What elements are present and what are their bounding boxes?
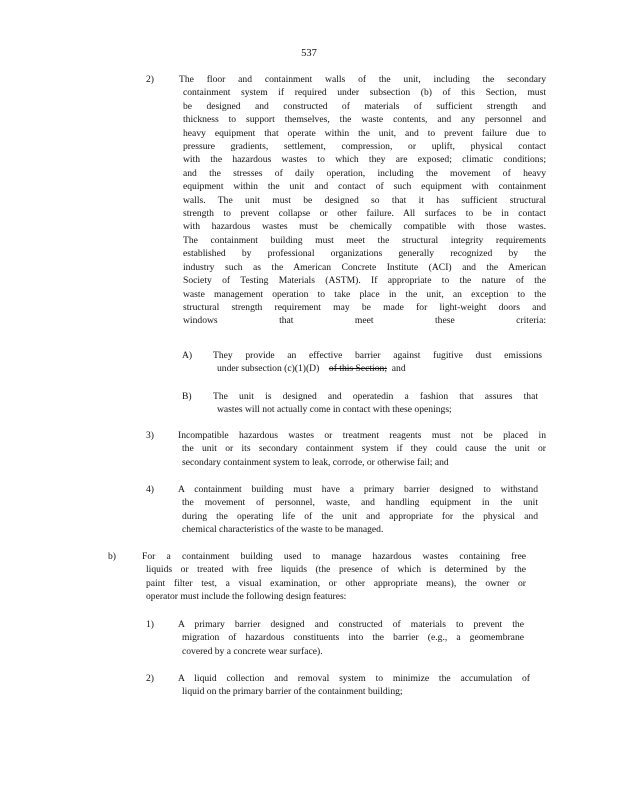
text-line: covered by a concrete wear surface). (182, 645, 323, 657)
item-label: A) (182, 350, 193, 361)
item-label: B) (182, 391, 192, 402)
text-line: The containment building must meet the structural integrity requirements (183, 234, 546, 246)
item-text (178, 672, 530, 699)
text-line: structural strength requirement may be made for light-weight doors and (183, 301, 546, 313)
item-text (213, 390, 538, 417)
text-line: paint filter test, a visual examination, or other appropriate means), the owner or (146, 577, 526, 589)
text-line: operator must include the following design features: (146, 591, 347, 603)
text-line: liquids or treated with free liquids (the presence of which is determined by the (146, 564, 526, 576)
struck-text: of this Section; (328, 363, 387, 375)
text-line (213, 362, 542, 375)
text-line: walls. The unit must be designed so that it has sufficient structural (183, 194, 546, 206)
text-segment: under subsection (c)(1)(D) (217, 363, 320, 375)
item-text (179, 73, 546, 328)
page-number: 537 (301, 48, 317, 59)
text-line: For a containment building used to manage hazardous wastes containing free (142, 551, 526, 562)
item-label: 2) (146, 673, 154, 684)
item-label: b) (108, 551, 116, 562)
item-text (213, 349, 542, 376)
text-line: A containment building must have a primary barrier designed to withstand (178, 484, 538, 495)
text-line: and the stresses of daily operation, including the movement of heavy (183, 167, 546, 179)
text-line: chemical characteristics of the waste to be managed. (182, 524, 384, 536)
text-line: pressure gradients, settlement, compression, or uplift, physical contact (183, 141, 546, 153)
text-segment: and (391, 363, 406, 375)
text-line: windows that meet these criteria: (183, 315, 546, 327)
text-line: established by professional organizations generally recognized by the (183, 248, 546, 260)
text-line: liquid on the primary barrier of the containment building; (182, 686, 403, 698)
item-label: 2) (146, 74, 154, 85)
text-line: the unit or its secondary containment system if they could cause the unit or (182, 443, 546, 455)
text-line: secondary containment system to leak, corrode, or otherwise fail; and (182, 456, 449, 468)
text-line: waste management operation to take place in the unit, an exception to the (183, 288, 546, 300)
text-line: the movement of personnel, waste, and handling equipment in the unit (182, 497, 538, 509)
text-line: The unit is designed and operatedin a fashion that assures that (213, 391, 538, 402)
text-line: industry such as the American Concrete Institute (ACI) and the American (183, 261, 546, 273)
text-line: wastes will not actually come in contact with these openings; (217, 404, 452, 416)
text-line: during the operating life of the unit and appropriate for the physical and (182, 510, 538, 522)
text-line: strength to prevent collapse or other failure. All surfaces to be in contact (183, 208, 546, 220)
item-text (142, 550, 526, 604)
item-label: 3) (146, 430, 154, 441)
text-line: containment system if required under subsection (b) of this Section, must (183, 87, 546, 99)
text-line: equipment within the unit and contact of such equipment with containment (183, 181, 546, 193)
text-line: thickness to support themselves, the waste contents, and any personnel and (183, 114, 546, 126)
text-line: Incompatible hazardous wastes or treatment reagents must not be placed in (178, 430, 546, 441)
item-label: 4) (146, 484, 154, 495)
text-line: A liquid collection and removal system to minimize the accumulation of (178, 673, 530, 684)
item-label: 1) (146, 619, 154, 630)
text-line: A primary barrier designed and constructed of materials to prevent the (178, 619, 524, 630)
text-line: The floor and containment walls of the unit, including the secondary (179, 74, 546, 85)
item-text (178, 618, 524, 658)
text-line: be designed and constructed of materials of sufficient strength and (183, 100, 546, 112)
text-line: They provide an effective barrier against fugitive dust emissions (213, 350, 542, 361)
text-line: with hazardous wastes must be chemically compatible with those wastes. (183, 221, 546, 233)
text-line: migration of hazardous constituents into the barrier (e.g., a geomembrane (182, 632, 524, 644)
item-text (178, 483, 538, 537)
text-line: heavy equipment that operate within the unit, and to prevent failure due to (183, 127, 546, 139)
text-line: with the hazardous wastes to which they are exposed; climatic conditions; (183, 154, 546, 166)
text-line: Society of Testing Materials (ASTM). If appropriate to the nature of the (183, 275, 546, 287)
item-text (178, 429, 546, 469)
